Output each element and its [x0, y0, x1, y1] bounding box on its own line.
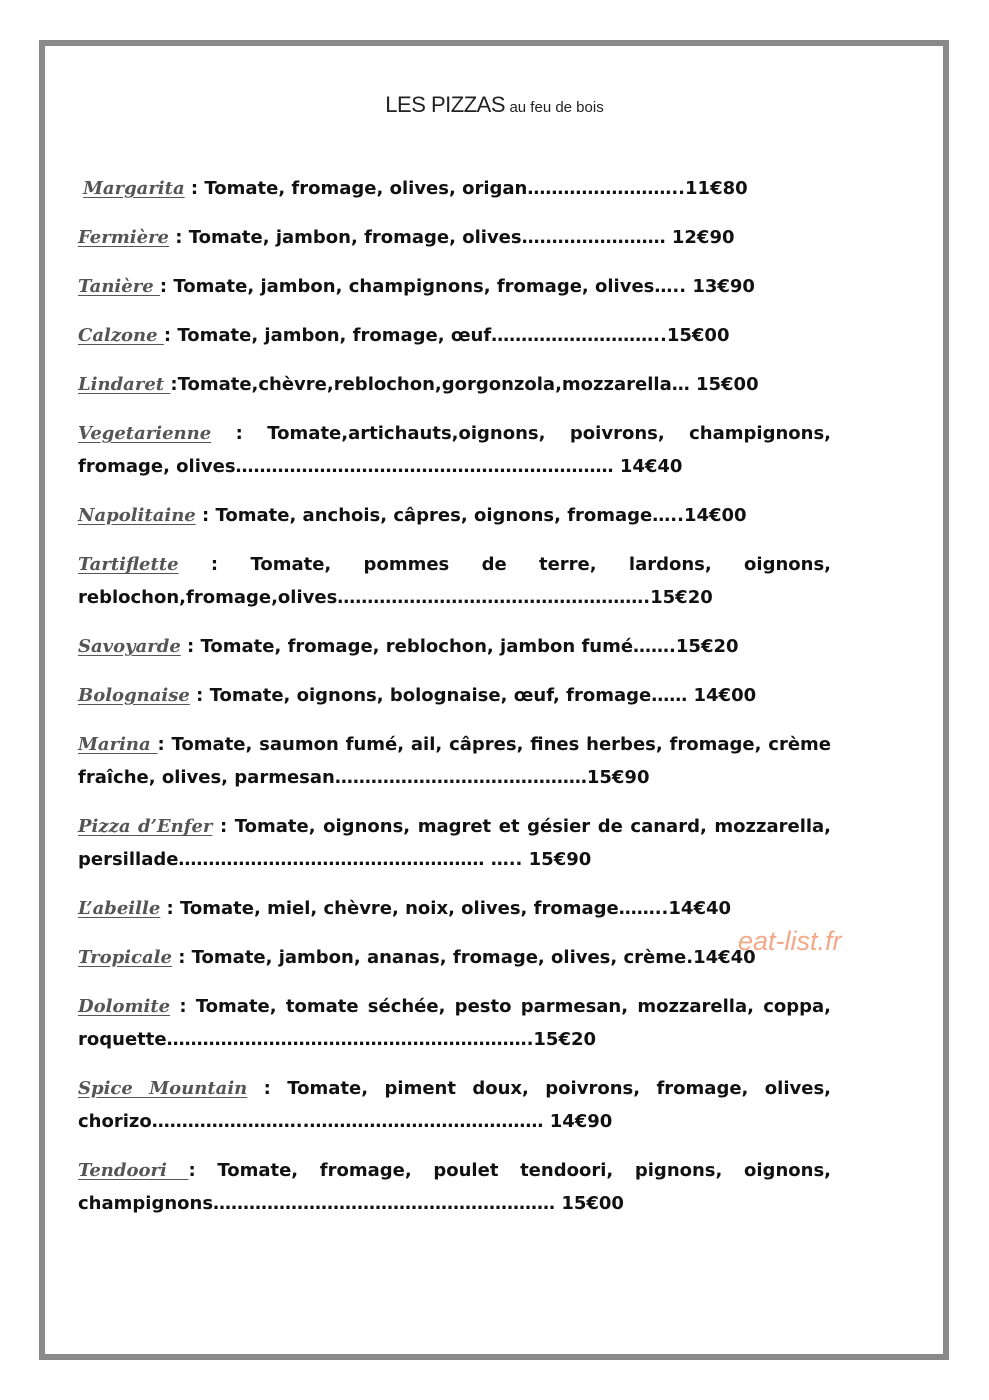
menu-item	[78, 941, 831, 974]
menu-item	[78, 368, 831, 401]
separator: :	[188, 1160, 218, 1181]
pizza-name: Margarita	[83, 178, 185, 199]
pizza-name: Tanière	[78, 276, 160, 297]
menu-item	[78, 1154, 831, 1220]
pizza-name: Fermière	[78, 227, 170, 248]
separator: :	[247, 1078, 288, 1099]
pizza-price: 13€90	[692, 276, 755, 297]
pizza-ingredients: Tomate, jambon, fromage, olives……………………	[188, 227, 672, 248]
pizza-ingredients: Tomate, miel, chèvre, noix, olives, fromage……..	[180, 898, 669, 919]
pizza-ingredients: Tomate, jambon, ananas, fromage, olives, crème.	[191, 947, 694, 968]
menu-item	[78, 1072, 831, 1138]
separator: :	[170, 996, 196, 1017]
pizza-name: Tartiflette	[78, 554, 179, 575]
pizza-ingredients: Tomate, fromage, reblochon, jambon fumé…….	[200, 636, 676, 657]
separator: :	[157, 734, 172, 755]
separator: :	[163, 325, 178, 346]
pizza-price: 15€90	[528, 849, 592, 870]
pizza-price: 14€00	[693, 685, 757, 706]
separator: :	[159, 276, 174, 297]
menu-item	[78, 319, 831, 352]
pizza-price: 15€20	[533, 1029, 597, 1050]
pizza-price: 15€00	[561, 1193, 624, 1214]
menu-item	[78, 221, 831, 254]
menu-item	[78, 679, 831, 712]
title-main: LES PIZZAS	[385, 92, 505, 117]
menu-item	[78, 892, 831, 925]
pizza-price: 15€20	[675, 636, 739, 657]
pizza-ingredients: Tomate, jambon, fromage, œuf………………………..	[177, 325, 667, 346]
pizza-ingredients: Tomate, oignons, magret et gésier de canard, mozzarella, persillade…………………………………………… …..	[78, 816, 832, 870]
pizza-name: Tropicale	[78, 947, 172, 968]
pizza-name: Napolitaine	[78, 505, 196, 526]
title-sub: au feu de bois	[509, 99, 604, 116]
pizza-ingredients: Tomate, saumon fumé, ail, câpres, fines herbes, fromage, crème fraîche, olives, parmesan……………………………………	[78, 734, 831, 788]
pizza-ingredients: Tomate, fromage, olives, origan……………………..	[204, 178, 686, 199]
pizza-ingredients: Tomate, anchois, câpres, oignons, fromage…..	[215, 505, 684, 526]
pizza-name: Spice Mountain	[78, 1078, 248, 1099]
menu-item	[78, 499, 831, 532]
menu-item	[78, 548, 831, 614]
page-title	[0, 92, 989, 118]
pizza-name: Bolognaise	[78, 685, 190, 706]
separator: :	[189, 685, 210, 706]
watermark: eat-list.fr	[738, 926, 842, 956]
pizza-name: Dolomite	[78, 996, 171, 1017]
menu-item	[78, 270, 831, 303]
menu-item	[78, 630, 831, 663]
pizza-price: 11€80	[685, 178, 748, 199]
pizza-price: 14€40	[668, 898, 732, 919]
pizza-name: Tendoori	[78, 1160, 189, 1181]
pizza-ingredients: Tomate, piment doux, poivrons, fromage, olives, chorizo……………………..…………………………………	[78, 1078, 831, 1132]
pizza-name: Marina	[78, 734, 158, 755]
pizza-price: 15€20	[650, 587, 713, 608]
menu-item	[78, 728, 831, 794]
separator: :	[169, 227, 189, 248]
pizza-price: 12€90	[671, 227, 735, 248]
pizza-ingredients: Tomate, oignons, bolognaise, œuf, fromage……	[209, 685, 694, 706]
menu-item	[78, 990, 831, 1056]
pizza-price: 14€00	[683, 505, 747, 526]
separator: :	[171, 947, 192, 968]
separator: :	[178, 554, 251, 575]
separator: :	[212, 816, 235, 837]
pizza-price: 15€00	[666, 325, 730, 346]
menu-item	[78, 810, 831, 876]
pizza-menu	[78, 172, 831, 1236]
pizza-name: Pizza d’Enfer	[78, 816, 213, 837]
pizza-ingredients: Tomate, jambon, champignons, fromage, olives…..	[173, 276, 693, 297]
separator: :	[160, 898, 181, 919]
pizza-name: L’abeille	[78, 898, 161, 919]
pizza-price: 15€90	[586, 767, 650, 788]
menu-item	[78, 172, 831, 205]
pizza-price: 14€40	[693, 947, 756, 968]
pizza-price: 14€40	[619, 456, 683, 477]
pizza-name: Savoyarde	[78, 636, 181, 657]
pizza-ingredients: Tomate, pommes de terre, lardons, oignons, reblochon,fromage,olives…………………………………………….	[78, 554, 832, 608]
menu-item	[78, 417, 831, 483]
separator: :	[184, 178, 205, 199]
separator: :	[170, 374, 178, 395]
separator: :	[180, 636, 201, 657]
pizza-ingredients: Tomate, fromage, poulet tendoori, pignons, oignons, champignons…………………………………………………	[78, 1160, 831, 1214]
pizza-ingredients: Tomate,artichauts,oignons, poivrons, champignons, fromage, olives………………………………………………………	[78, 423, 832, 477]
pizza-name: Calzone	[78, 325, 164, 346]
separator: :	[195, 505, 216, 526]
pizza-price: 14€90	[549, 1111, 613, 1132]
pizza-ingredients: Tomate, tomate séchée, pesto parmesan, mozzarella, coppa, roquette…………………………………………………….	[78, 996, 831, 1050]
pizza-name: Lindaret	[78, 374, 171, 395]
separator: :	[211, 423, 268, 444]
pizza-ingredients: Tomate,chèvre,reblochon,gorgonzola,mozzarella…	[177, 374, 696, 395]
pizza-name: Vegetarienne	[78, 423, 212, 444]
pizza-price: 15€00	[695, 374, 759, 395]
